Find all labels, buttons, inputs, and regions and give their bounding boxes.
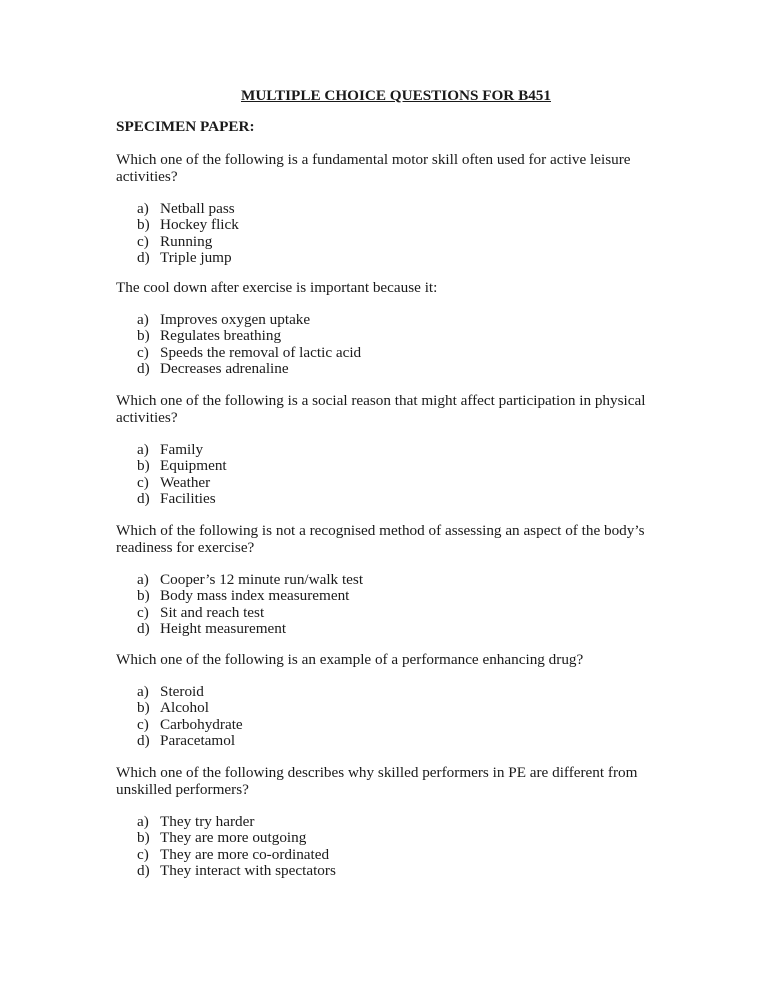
option-letter: c) [137, 715, 149, 733]
options-list [116, 684, 676, 749]
option-a [116, 442, 676, 458]
option-letter: b) [137, 216, 150, 234]
option-letter: b) [137, 327, 150, 345]
question-text: Which one of the following is an example of a performance enhancing drug? [116, 651, 584, 668]
question-2 [116, 279, 676, 377]
option-text: They are more outgoing [160, 829, 307, 847]
option-text: Sit and reach test [160, 603, 265, 621]
question-text: Which of the following is not a recognised method of assessing an aspect of the body’s readiness for exercise? [116, 522, 645, 556]
option-c [116, 475, 676, 491]
option-text: Alcohol [160, 699, 209, 717]
option-text: Improves oxygen uptake [160, 311, 311, 328]
options-list [116, 814, 676, 879]
option-d [116, 733, 676, 749]
option-letter: a) [137, 441, 149, 458]
option-b [116, 700, 676, 716]
option-text: Netball pass [160, 200, 235, 217]
option-text: Height measurement [160, 619, 287, 637]
option-a [116, 684, 676, 700]
option-d [116, 250, 676, 266]
option-d [116, 863, 676, 879]
option-b [116, 588, 676, 604]
option-text: Paracetamol [160, 731, 236, 749]
option-letter: b) [137, 457, 150, 475]
question-6 [116, 764, 676, 879]
option-text: Speeds the removal of lactic acid [160, 343, 362, 361]
option-text: Running [160, 232, 213, 250]
options-list [116, 312, 676, 377]
question-4 [116, 522, 676, 637]
question-5 [116, 651, 676, 749]
option-d [116, 621, 676, 637]
option-letter: b) [137, 587, 150, 605]
option-b [116, 328, 676, 344]
option-letter: c) [137, 232, 149, 250]
option-letter: d) [137, 861, 150, 879]
question-text: The cool down after exercise is important because it: [116, 279, 438, 296]
option-text: Regulates breathing [160, 327, 282, 345]
option-letter: a) [137, 200, 149, 217]
option-letter: a) [137, 571, 149, 588]
option-letter: c) [137, 473, 149, 491]
question-text: Which one of the following is a social reason that might affect participation in physical activities? [116, 392, 646, 426]
option-text: Triple jump [160, 248, 232, 266]
option-text: Carbohydrate [160, 715, 243, 733]
question-text: Which one of the following describes why skilled performers in PE are different from unskilled performers? [116, 764, 638, 798]
option-a [116, 814, 676, 830]
option-c [116, 345, 676, 361]
option-c [116, 234, 676, 250]
option-text: Decreases adrenaline [160, 359, 289, 377]
option-text: Hockey flick [160, 216, 239, 234]
option-b [116, 458, 676, 474]
option-letter: c) [137, 603, 149, 621]
option-letter: c) [137, 845, 149, 863]
option-c [116, 717, 676, 733]
option-d [116, 491, 676, 507]
option-text: Body mass index measurement [160, 587, 350, 605]
option-text: Steroid [160, 683, 204, 700]
option-c [116, 605, 676, 621]
option-letter: a) [137, 683, 149, 700]
option-text: They are more co-ordinated [160, 845, 330, 863]
option-letter: d) [137, 489, 150, 507]
option-letter: d) [137, 248, 150, 266]
option-text: Family [160, 441, 204, 458]
section-heading: SPECIMEN PAPER: [116, 118, 255, 135]
option-letter: c) [137, 343, 149, 361]
option-a [116, 312, 676, 328]
question-text: Which one of the following is a fundamental motor skill often used for active leisure activities? [116, 151, 631, 185]
option-text: Facilities [160, 489, 216, 507]
option-letter: a) [137, 311, 149, 328]
options-list [116, 572, 676, 637]
question-3 [116, 392, 676, 507]
option-letter: d) [137, 731, 150, 749]
option-letter: d) [137, 359, 150, 377]
option-text: They interact with spectators [160, 861, 336, 879]
option-letter: a) [137, 813, 149, 830]
option-a [116, 572, 676, 588]
options-list [116, 442, 676, 507]
option-letter: b) [137, 829, 150, 847]
question-1 [116, 151, 676, 266]
option-text: They try harder [160, 813, 255, 830]
option-letter: b) [137, 699, 150, 717]
document-title: MULTIPLE CHOICE QUESTIONS FOR B451 [240, 87, 551, 104]
option-text: Weather [160, 473, 211, 491]
option-a [116, 201, 676, 217]
option-b [116, 830, 676, 846]
option-text: Equipment [160, 457, 227, 475]
option-b [116, 217, 676, 233]
option-c [116, 847, 676, 863]
option-text: Cooper’s 12 minute run/walk test [160, 571, 364, 588]
options-list [116, 201, 676, 266]
option-d [116, 361, 676, 377]
option-letter: d) [137, 619, 150, 637]
